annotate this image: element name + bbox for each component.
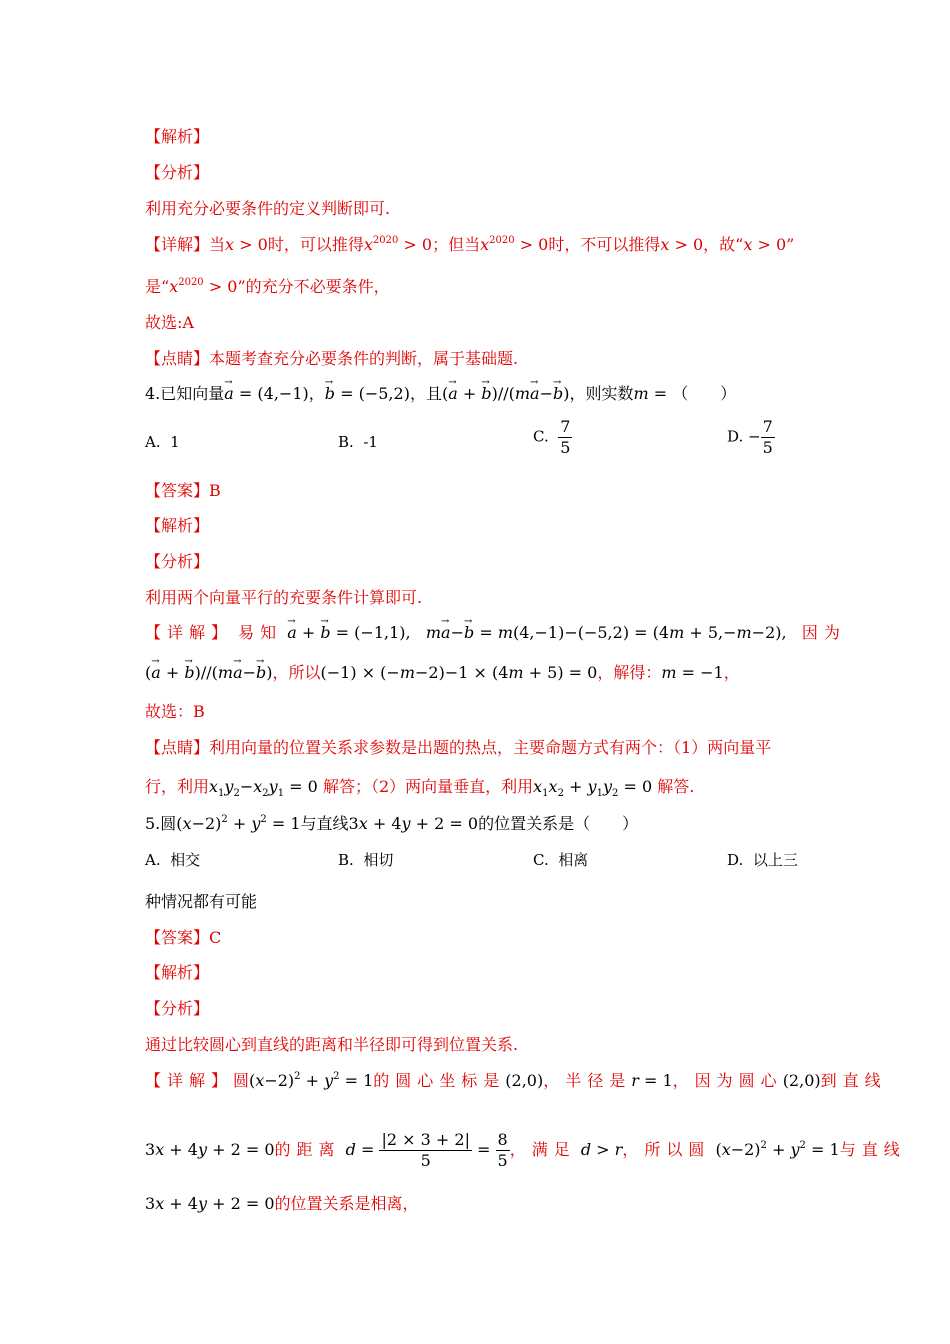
question-5-stem: 5.圆$(x-2)^2 + y^2 = 1$与直线3x + 4y + 2 = 0的位置关系是（ ） — [145, 814, 639, 833]
question-4-stem: 4.已知向量→ a = (4,−1)，→ b = (−5,2)，且(→ a + → b)//(m→ a−→ b)，则实数m = （ ） — [145, 383, 736, 405]
fenxi-text: 通过比较圆心到直线的距离和半径即可得到位置关系. — [145, 1035, 519, 1054]
q5-option-d[interactable]: D. 以上三 — [727, 851, 798, 869]
q4-option-a[interactable]: A. 1 — [145, 433, 180, 451]
xiangjie-line-2: (→ a + → b)//(m→ a−→ b)，所以(−1) × (−m−2)−1 × (4m + 5) = 0，解得：m = −1， — [145, 662, 740, 684]
answer: 【答案】C — [145, 928, 222, 947]
q4-option-c[interactable]: C. $\frac{7}{5}$ — [533, 417, 571, 457]
q4-option-d[interactable]: D. − $\frac{7}{5}$ — [727, 417, 773, 457]
answer: 【答案】B — [145, 481, 221, 500]
q5-option-b[interactable]: B. 相切 — [338, 851, 394, 869]
fraction: $\frac{7}{5}$ — [560, 417, 571, 457]
xiangjie-line-1: 【详解】当x > 0时，可以推得$x^{2020} > 0$；但当$x^{2020} > 0$时，不可以推得x > 0，故“x > 0” — [145, 235, 795, 254]
dianjing-line-1: 【点睛】利用向量的位置关系求参数是出题的热点，主要命题方式有两个：（1）两向量平 — [145, 738, 772, 757]
fenxi-heading: 【分析】 — [145, 552, 210, 571]
jiexi-heading: 【解析】 — [145, 127, 210, 146]
fenxi-text: 利用两个向量平行的充要条件计算即可. — [145, 588, 423, 607]
fenxi-heading: 【分析】 — [145, 163, 210, 182]
conclusion: 故选：B — [145, 702, 205, 721]
xiangjie-line-1: 【详解】 易知 → a + → b = (−1,1), m→ a−→ b = m(4,−1)−(−5,2) = (4m + 5,−m−2), 因为 — [145, 622, 846, 644]
xiangjie-line-2: 3x + 4y + 2 = 0的距离 d = $\frac{|2 \times 3 + 2|}{5}$ = $\frac{8}{5}$ ，满足 d > r，所以圆 $(x-2)^2 + y^2 = 1$与直线 — [145, 1130, 906, 1170]
xiangjie-line-3: 3x + 4y + 2 = 0的位置关系是相离， — [145, 1194, 419, 1213]
jiexi-heading: 【解析】 — [145, 516, 210, 535]
jiexi-heading: 【解析】 — [145, 963, 210, 982]
xiangjie-line-1: 【详解】圆$(x-2)^2 + y^2 = 1$的圆心坐标是(2,0)，半径是r = 1，因为圆心(2,0)到直线 — [145, 1071, 887, 1090]
fenxi-text: 利用充分必要条件的定义判断即可. — [145, 199, 391, 218]
fraction: $\frac{7}{5}$ — [762, 417, 773, 457]
q4-option-b[interactable]: B. -1 — [338, 433, 378, 451]
q5-option-d-continued: 种情况都有可能 — [145, 892, 258, 911]
fenxi-heading: 【分析】 — [145, 999, 210, 1018]
dianjing-line-2: 行，利用$x_1y_2-x_2y_1 = 0$ 解答；（2）两向量垂直，利用$x_1x_2 + y_1y_2 = 0$ 解答. — [145, 777, 695, 799]
conclusion: 故选:A — [145, 313, 194, 332]
q5-option-c[interactable]: C. 相离 — [533, 851, 589, 869]
dianjing: 【点睛】本题考查充分必要条件的判断，属于基础题. — [145, 349, 519, 368]
q5-option-a[interactable]: A. 相交 — [145, 851, 201, 869]
xiangjie-line-2: 是“$x^{2020} > 0$”的充分不必要条件， — [145, 277, 390, 296]
